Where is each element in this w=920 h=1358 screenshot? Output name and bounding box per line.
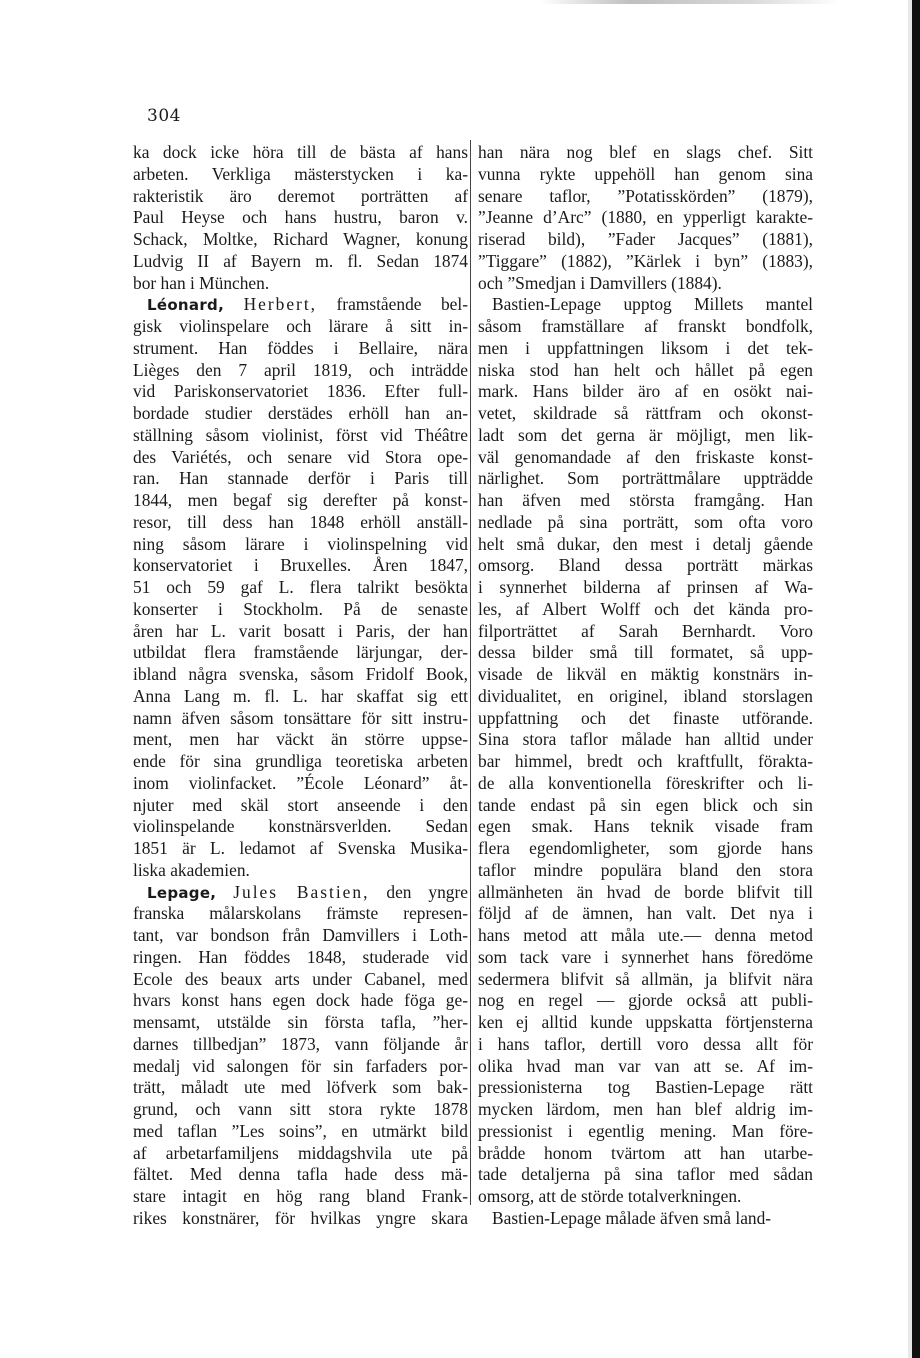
column-divider bbox=[470, 140, 471, 1205]
text-line: senare taflor, ”Potatisskörden” (1879), bbox=[478, 185, 813, 206]
text-line: hvars konst hans egen dock hade föga ge- bbox=[133, 990, 468, 1011]
text-line: ”Tiggare” (1882), ”Kärlek i byn” (1883), bbox=[478, 250, 813, 271]
text-line: 1844, men begaf sig derefter på konst- bbox=[133, 490, 468, 510]
text-line: fältet. Med denna tafla hade dess mä- bbox=[133, 1164, 468, 1185]
text-line: mark. Hans bilder äro af en osökt nai- bbox=[478, 381, 813, 402]
text-line: helt små dukar, den mest i detalj gående bbox=[478, 533, 813, 554]
text-line: grund, och vann sitt stora rykte 1878 bbox=[133, 1099, 468, 1119]
text-line: vid Pariskonservatoriet 1836. Efter full- bbox=[133, 381, 468, 402]
text-line: tade detaljerna på sina taflor med sådan bbox=[478, 1164, 813, 1185]
text-line: egen smak. Hans teknik visade fram bbox=[478, 816, 813, 837]
text-line: af arbetarfamiljens middagshvila ute på bbox=[133, 1142, 468, 1163]
text-line: ken ej alltid kunde uppskatta förtjensterna bbox=[478, 1012, 813, 1032]
text-line: ran. Han stannade derför i Paris till bbox=[133, 468, 468, 489]
text-line: medalj vid salongen för sin farfaders por- bbox=[133, 1055, 468, 1076]
text-line: såsom framställare af franskt bondfolk, bbox=[478, 316, 813, 336]
entry-text: den yngre bbox=[369, 881, 468, 902]
text-line: 51 och 59 gaf L. flera talrikt besökta bbox=[133, 577, 468, 597]
text-line: 1851 är L. ledamot af Svenska Musika- bbox=[133, 838, 468, 858]
text-line: olika hvad man var van att se. Af im- bbox=[478, 1055, 813, 1076]
text-line: ende för sina grundliga teoretiska arbeten bbox=[133, 751, 468, 771]
text-line: Ludvig II af Bayern m. fl. Sedan 1874 bbox=[133, 250, 468, 271]
scan-edge-right bbox=[912, 0, 920, 1358]
text-line: filporträttet af Sarah Bernhardt. Voro bbox=[478, 620, 813, 641]
text-line: följd af de ämnen, han valt. Det nya i bbox=[478, 903, 813, 924]
text-line: med taflan ”Les soins”, en utmärkt bild bbox=[133, 1120, 468, 1141]
text-line: nedlade på sina porträtt, som ofta voro bbox=[478, 511, 813, 532]
text-line: Schack, Moltke, Richard Wagner, konung bbox=[133, 229, 468, 249]
text-line: nog en regel — gjorde också att publi- bbox=[478, 990, 813, 1011]
text-line: Bastien-Lepage målade äfven små land- bbox=[492, 1207, 772, 1228]
text-line: les, af Albert Wolff och det kända pro- bbox=[478, 598, 813, 619]
text-line: arbeten. Verkliga mästerstycken i ka- bbox=[133, 163, 468, 184]
text-line: omsorg. Bland dessa porträtt märkas bbox=[478, 555, 813, 576]
text-line: konservatoriet i Bruxelles. Åren 1847, bbox=[133, 555, 468, 576]
text-line: Paul Heyse och hans hustru, baron v. bbox=[133, 207, 468, 228]
text-line: vetet, skildrade så rättfram och okonst- bbox=[478, 403, 813, 423]
text-line: ka dock icke höra till de bästa af hans bbox=[133, 142, 468, 162]
text-line: väl genomandade af den friskaste konst- bbox=[478, 446, 813, 467]
text-line: han nära nog blef en slags chef. Sitt bbox=[478, 142, 813, 162]
text-line: dividualitet, en originel, ibland storslagen bbox=[478, 685, 813, 706]
text-line: rakteristik äro deremot porträtten af bbox=[133, 185, 468, 206]
text-line: ladt som det gerna är möjligt, men lik- bbox=[478, 424, 813, 445]
text-line: allmänheten än hvad de borde blifvit till bbox=[478, 881, 813, 902]
text-line: pressionisterna tog Bastien-Lepage rätt bbox=[478, 1077, 813, 1098]
text-line bbox=[133, 294, 468, 316]
text-line: riserad bild), ”Fader Jacques” (1881), bbox=[478, 229, 813, 249]
text-line: bar himmel, bredt och kraftfullt, förakta- bbox=[478, 751, 813, 771]
text-line: trätt, måladt ute med löfverk som bak- bbox=[133, 1077, 468, 1098]
text-line: visade de likväl en mäktig konstnärs in- bbox=[478, 664, 813, 684]
text-line: tant, var bondson från Damvillers i Loth- bbox=[133, 925, 468, 945]
text-line: närlighet. Som porträttmålare uppträdde bbox=[478, 468, 813, 489]
text-line: men i uppfattningen liksom i det tek- bbox=[478, 337, 813, 358]
text-line: Lièges den 7 april 1819, och inträdde bbox=[133, 359, 468, 380]
page-number: 304 bbox=[147, 106, 181, 126]
text-line: bordade studier derstädes erhöll han an- bbox=[133, 403, 468, 423]
text-line: som tack vare i synnerhet hans föredöme bbox=[478, 946, 813, 967]
text-line: darnes tillbedjan” 1873, vann följande år bbox=[133, 1033, 468, 1054]
text-line: han äfven med största framgång. Han bbox=[478, 490, 813, 510]
text-line: ment, men har väckt än större uppse- bbox=[133, 729, 468, 750]
text-line: dessa bilder små till formatet, så upp- bbox=[478, 642, 813, 663]
entry-headword: Lepage, bbox=[147, 883, 217, 902]
text-line: namn äfven såsom tonsättare för sitt instru- bbox=[133, 707, 468, 728]
text-line: bor han i München. bbox=[133, 272, 270, 293]
text-line: Ecole des beaux arts under Cabanel, med bbox=[133, 968, 468, 989]
text-line: ibland några svenska, såsom Fridolf Book, bbox=[133, 664, 468, 684]
text-line: niska stod han helt och hållet på egen bbox=[478, 359, 813, 380]
text-line: och ”Smedjan i Damvillers (1884). bbox=[478, 272, 722, 293]
text-line: omsorg, att de störde totalverkningen. bbox=[478, 1186, 742, 1206]
text-line: ringen. Han föddes 1848, studerade vid bbox=[133, 946, 468, 967]
left-column bbox=[133, 142, 468, 1230]
text-line: åren har L. varit bosatt i Paris, der han bbox=[133, 620, 468, 641]
text-line: uppfattning och det finaste utförande. bbox=[478, 707, 813, 728]
text-line: liska akademien. bbox=[133, 859, 250, 880]
text-line: sedermera blifvit så allmän, ja blifvit nära bbox=[478, 968, 813, 989]
text-line: Bastien-Lepage upptog Millets mantel bbox=[492, 294, 813, 315]
text-line: Sina stora taflor målade han alltid under bbox=[478, 729, 813, 750]
text-line: inom violinfacket. ”École Léonard” åt- bbox=[133, 772, 468, 793]
text-line: utbildat flera framstående lärjungar, der- bbox=[133, 642, 468, 663]
text-line: i synnerhet bilderna af prinsen af Wa- bbox=[478, 577, 813, 597]
text-line: rikes konstnärer, för hvilkas yngre skara bbox=[133, 1207, 468, 1228]
text-line: des Variétés, och senare vid Stora ope- bbox=[133, 446, 468, 467]
text-line bbox=[133, 882, 468, 904]
text-line: violinspelande konstnärsverlden. Sedan bbox=[133, 816, 468, 837]
scan-artifact-top bbox=[540, 0, 840, 4]
text-line: franska målarskolans främste represen- bbox=[133, 903, 468, 924]
entry-text: framstående bel- bbox=[317, 294, 468, 315]
text-line: strument. Han föddes i Bellaire, nära bbox=[133, 337, 468, 358]
text-line: pressionist i egentlig mening. Man före- bbox=[478, 1120, 813, 1141]
text-line: vunna rykte uppehöll han genom sina bbox=[478, 163, 813, 184]
text-line: konserter i Stockholm. På de senaste bbox=[133, 598, 468, 619]
right-column bbox=[478, 142, 813, 1230]
text-line: Anna Lang m. fl. L. har skaffat sig ett bbox=[133, 685, 468, 706]
text-line: hans metod att måla ute.— denna metod bbox=[478, 925, 813, 945]
text-line: mensamt, utstälde sin första tafla, ”her- bbox=[133, 1012, 468, 1032]
entry-headword: Léonard, bbox=[147, 296, 225, 315]
text-line: mycken lärdom, men han blef aldrig im- bbox=[478, 1099, 813, 1119]
text-line: ning såsom lärare i violinspelning vid bbox=[133, 533, 468, 554]
text-line: tande endast på sin egen blick och sin bbox=[478, 794, 813, 815]
text-line: ”Jeanne d’Arc” (1880, en ypperligt karakte- bbox=[478, 207, 813, 228]
text-line: ställning såsom violinist, först vid Théâtre bbox=[133, 424, 468, 445]
text-line: resor, till dess han 1848 erhöll anställ- bbox=[133, 511, 468, 532]
text-line: gisk violinspelare och lärare å sitt in- bbox=[133, 316, 468, 336]
text-line: brådde honom tvärtom att han utarbe- bbox=[478, 1142, 813, 1163]
text-line: taflor mindre populära bland den stora bbox=[478, 859, 813, 880]
entry-given-names: Herbert, bbox=[243, 294, 318, 315]
text-line: stare intagit en hög rang bland Frank- bbox=[133, 1186, 468, 1206]
text-line: i hans taflor, dertill voro dessa allt för bbox=[478, 1033, 813, 1054]
text-line: njuter med skäl stort anseende i den bbox=[133, 794, 468, 815]
text-line: flera egendomligheter, som gjorde hans bbox=[478, 838, 813, 858]
entry-given-names: Jules Bastien, bbox=[233, 881, 370, 902]
text-line: de alla konventionella föreskrifter och li- bbox=[478, 772, 813, 793]
